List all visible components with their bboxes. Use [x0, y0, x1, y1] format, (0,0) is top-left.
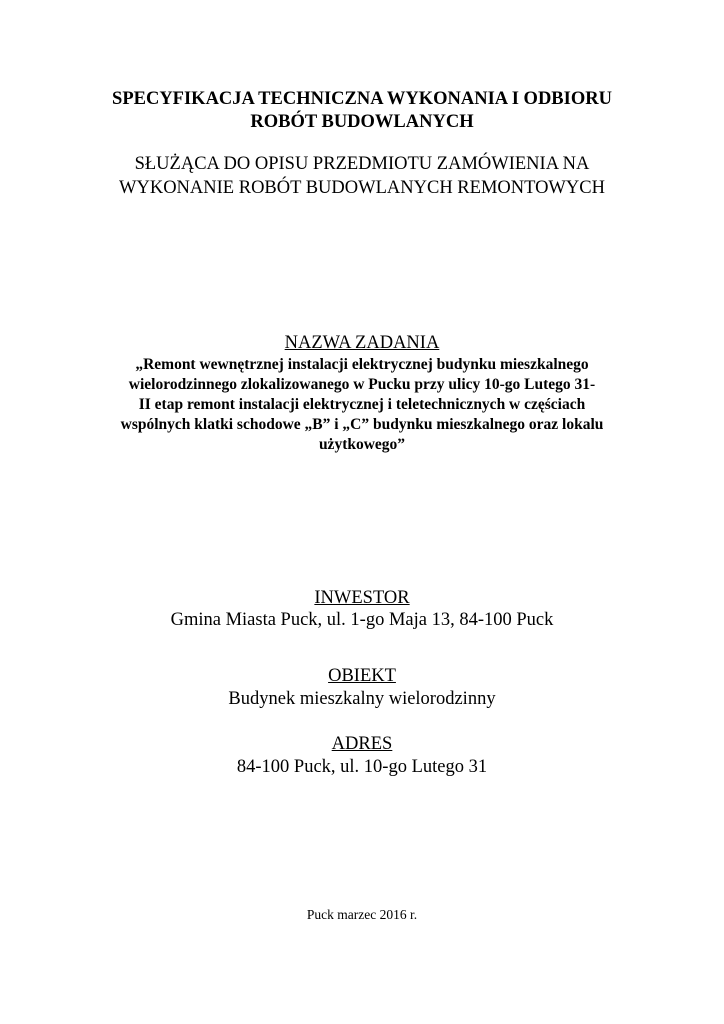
investor-label: INWESTOR: [314, 588, 410, 608]
place-and-date: Puck marzec 2016 r.: [306, 907, 418, 922]
document-title: [60, 88, 664, 134]
address-label: ADRES: [331, 734, 393, 754]
task-description-line: wspólnych klatki schodowe „B” i „C” budynku mieszkalnego oraz lokalu: [120, 416, 604, 433]
object-label: OBIEKT: [328, 666, 396, 686]
task-description-line: II etap remont instalacji elektrycznej i teletechnicznych w częściach: [138, 396, 586, 413]
document-subtitle-line: SŁUŻĄCA DO OPISU PRZEDMIOTU ZAMÓWIENIA NA: [134, 154, 590, 174]
task-description-line: użytkowego”: [318, 436, 406, 453]
address-value: 84-100 Puck, ul. 10-go Lutego 31: [236, 757, 488, 777]
document-subtitle: [60, 152, 664, 200]
document-title-line: SPECYFIKACJA TECHNICZNA WYKONANIA I ODBIORU: [112, 89, 612, 109]
document-title-line: ROBÓT BUDOWLANYCH: [250, 112, 474, 132]
task-description-line: wielorodzinnego zlokalizowanego w Pucku przy ulicy 10-go Lutego 31-: [128, 376, 596, 393]
task-description: [60, 355, 664, 455]
task-description-line: „Remont wewnętrznej instalacji elektrycznej budynku mieszkalnego: [135, 356, 589, 373]
object-value: Budynek mieszkalny wielorodzinny: [228, 689, 496, 709]
investor-value: Gmina Miasta Puck, ul. 1-go Maja 13, 84-100 Puck: [170, 610, 554, 630]
task-heading: NAZWA ZADANIA: [284, 333, 440, 353]
document-subtitle-line: WYKONANIE ROBÓT BUDOWLANYCH REMONTOWYCH: [119, 178, 605, 198]
